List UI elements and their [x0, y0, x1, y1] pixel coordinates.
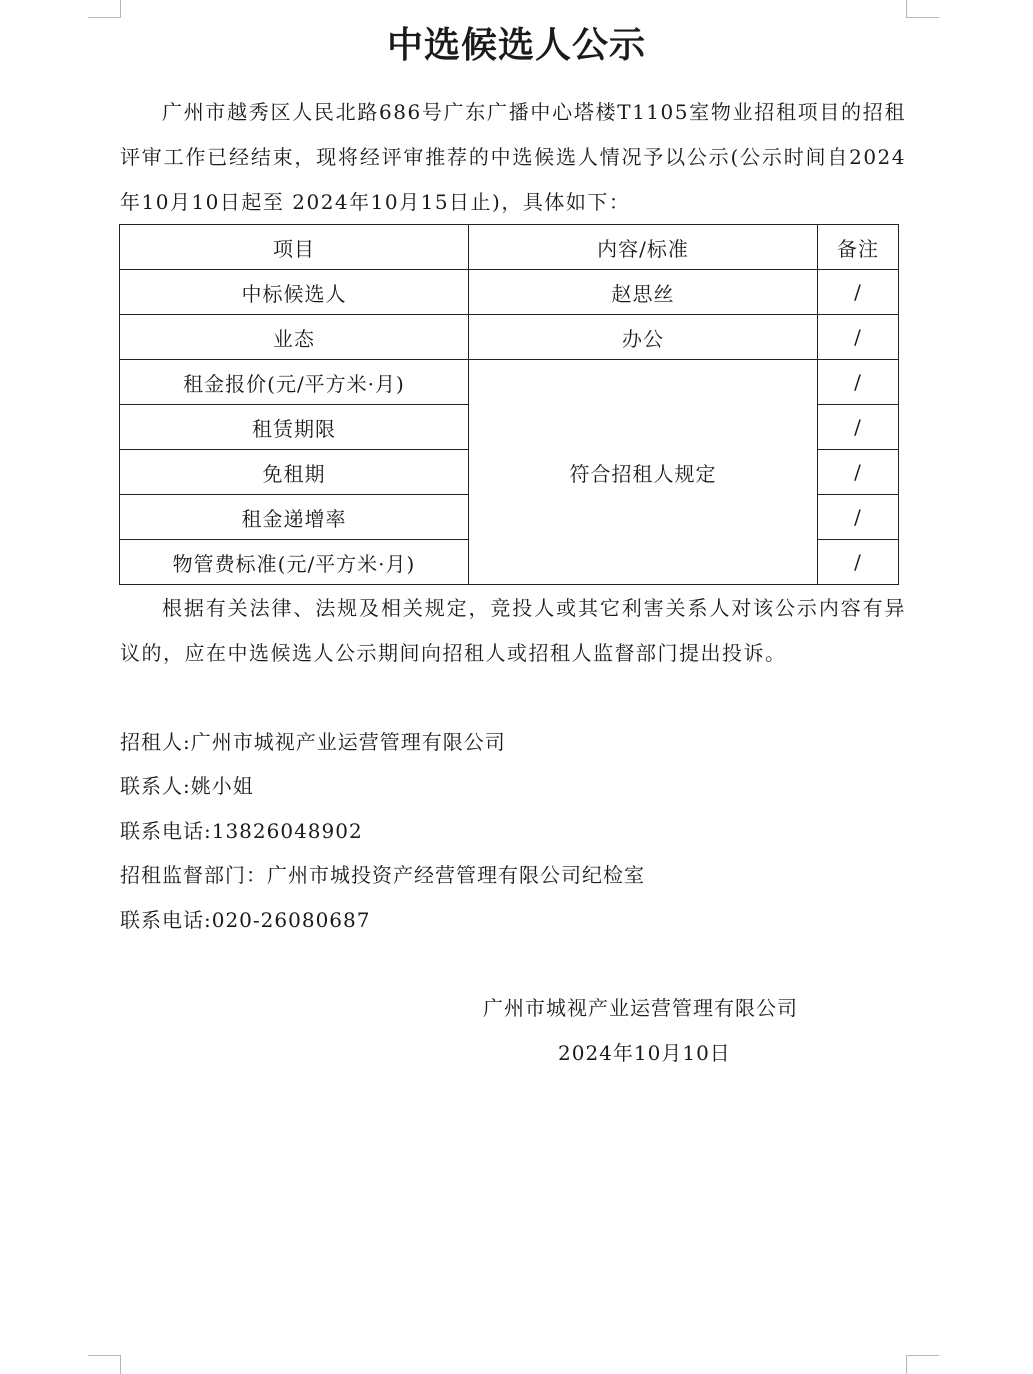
supervisor-line: 招租监督部门：广州市城投资产经营管理有限公司纪检室 — [120, 863, 645, 887]
crop-mark-top-left — [88, 0, 121, 18]
row-note: / — [818, 405, 899, 450]
merged-content-cell: 符合招租人规定 — [469, 360, 818, 585]
signature-company: 广州市城视产业运营管理有限公司 — [483, 996, 798, 1020]
intro-paragraph: 广州市越秀区人民北路686号广东广播中心塔楼T1105室物业招租项目的招租评审工作已经结束，现将经评审推荐的中选候选人情况予以公示(公示时间自2024年10月10日起至 2024年10月15日止)，具体如下： — [120, 100, 906, 214]
row-note: / — [818, 450, 899, 495]
header-item: 项目 — [120, 225, 469, 270]
row-content: 办公 — [469, 315, 818, 360]
row-note: / — [818, 315, 899, 360]
lessor-line: 招租人:广州市城视产业运营管理有限公司 — [120, 730, 506, 754]
row-item: 租金递增率 — [120, 495, 469, 540]
table-row — [120, 315, 899, 360]
crop-mark-bottom-right — [906, 1355, 939, 1374]
contact-phone-line: 联系电话:13826048902 — [120, 819, 363, 843]
signature-date: 2024年10月10日 — [558, 1041, 731, 1065]
row-item: 物管费标准(元/平方米·月) — [120, 540, 469, 585]
row-item: 中标候选人 — [120, 270, 469, 315]
row-item: 免租期 — [120, 450, 469, 495]
table-row — [120, 270, 899, 315]
document-title: 中选候选人公示 — [386, 24, 646, 66]
contact-person-line: 联系人:姚小姐 — [120, 774, 254, 798]
crop-mark-bottom-left — [88, 1355, 121, 1374]
supervisor-phone-line: 联系电话:020-26080687 — [120, 908, 371, 932]
closing-paragraph: 根据有关法律、法规及相关规定，竞投人或其它利害关系人对该公示内容有异议的，应在中选候选人公示期间向招租人或招租人监督部门提出投诉。 — [120, 596, 906, 665]
crop-mark-top-right — [906, 0, 939, 18]
row-item: 租赁期限 — [120, 405, 469, 450]
header-content: 内容/标准 — [469, 225, 818, 270]
candidate-table — [119, 224, 899, 585]
table-header-row — [120, 225, 899, 270]
row-note: / — [818, 540, 899, 585]
row-note: / — [818, 495, 899, 540]
row-content: 赵思丝 — [469, 270, 818, 315]
row-item: 租金报价(元/平方米·月) — [120, 360, 469, 405]
row-item: 业态 — [120, 315, 469, 360]
row-note: / — [818, 270, 899, 315]
table-row — [120, 360, 899, 405]
row-note: / — [818, 360, 899, 405]
header-note: 备注 — [818, 225, 899, 270]
